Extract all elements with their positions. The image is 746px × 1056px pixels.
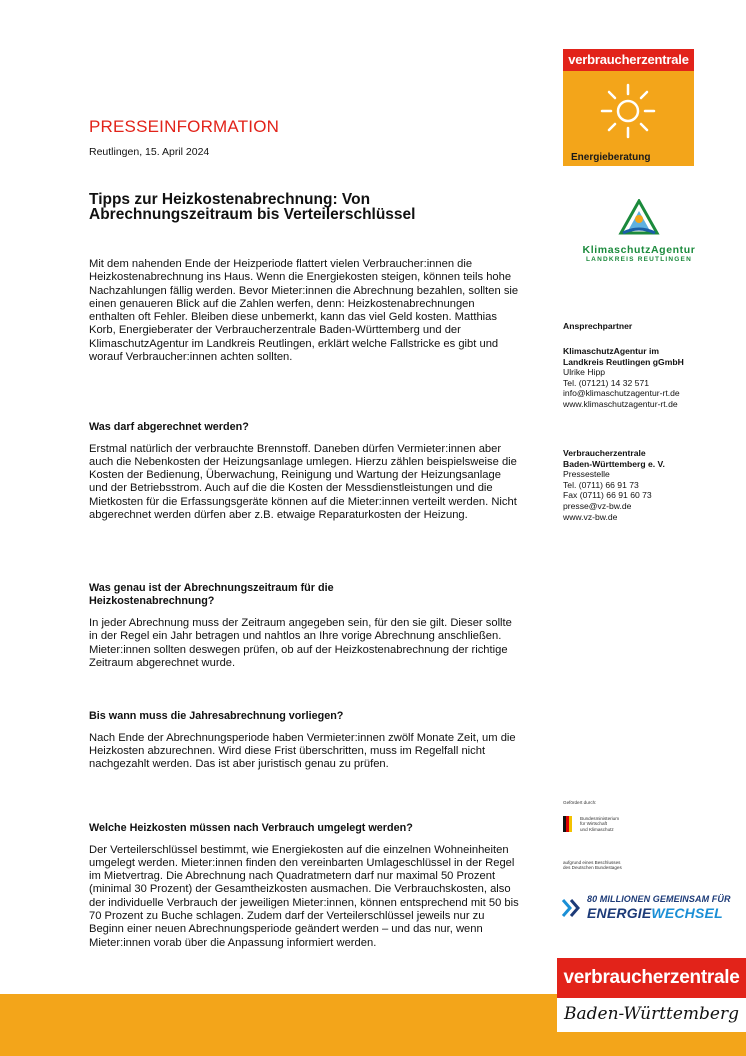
section-1 xyxy=(89,421,521,522)
ministry-name: Bundesministerium für Wirtschaft und Klimaschutz xyxy=(580,816,620,832)
section-4 xyxy=(89,822,521,950)
press-label: PRESSEINFORMATION xyxy=(89,117,280,136)
ksa-org-line2: Landkreis Reutlingen gGmbH xyxy=(563,356,684,367)
vzbw-logo-name: verbraucherzentrale xyxy=(557,958,746,998)
sun-icon xyxy=(598,81,658,141)
section-body: In jeder Abrechnung muss der Zeitraum angegeben sein, für den sie gilt. Dieser sollte in der Regel ein Jahr betragen und nahtlos an Ihre vorige Abrechnung anschließen. Mieter:innen sollten deswegen prüfen, ob auf der Heizkostenabrechnung der richtige Zeitraum abgerechnet wurde. xyxy=(89,617,512,669)
section-3 xyxy=(89,710,521,771)
energiewechsel-tagline: 80 MILLIONEN GEMEINSAM FÜR xyxy=(587,894,731,904)
energiewechsel-wordmark: ENERGIEWECHSEL xyxy=(587,905,723,921)
ksa-email[interactable]: info@klimaschutzagentur-rt.de xyxy=(563,388,680,399)
press-date: Reutlingen, 15. April 2024 xyxy=(89,146,210,158)
bundestag-note: aufgrund eines Beschlusses des Deutschen Bundestages xyxy=(563,860,622,871)
page-title: Tipps zur Heizkostenabrechnung: Von Abrechnungszeitraum bis Verteilerschlüssel xyxy=(89,191,416,223)
section-heading: Welche Heizkosten müssen nach Verbrauch umgelegt werden? xyxy=(89,822,413,834)
klimaschutzagentur-icon xyxy=(617,199,661,239)
ksa-logo-name: KlimaschutzAgentur xyxy=(582,244,696,256)
vz-fax: Fax (0711) 66 91 60 73 xyxy=(563,490,652,501)
ksa-web[interactable]: www.klimaschutzagentur-rt.de xyxy=(563,398,678,409)
ksa-tel: Tel. (07121) 14 32 571 xyxy=(563,377,649,388)
vz-logo-name: verbraucherzentrale xyxy=(563,49,694,71)
section-body: Nach Ende der Abrechnungsperiode haben Vermieter:innen zwölf Monate Zeit, um die Heizkosten abzurechnen. Wird diese Frist überschritten, muss im Regelfall nicht nachgezahlt werden. Das ist aber juristisch genau zu prüfen. xyxy=(89,731,516,771)
section-heading: Was genau ist der Abrechnungszeitraum für die Heizkostenabrechnung? xyxy=(89,582,334,607)
section-2-body xyxy=(89,617,521,670)
section-body: Erstmal natürlich der verbrauchte Brennstoff. Daneben dürfen Vermieter:innen aber auch die Nebenkosten der Heizungsanlage umlegen. Hierzu zählen beispielsweise die Kosten der Bedienung, Überwachung, Reinigung und Wartung der Heizungsanlage und der Betriebsstrom. Auch auf die die Kosten der Messdienstleistungen und die Mietkosten für die Erfassungsgeräte können auf die Mieter:innen verteilt werden. Nicht abgerechnet werden dürfen aber z.B. etwaige Reparaturkosten der Heizung. xyxy=(89,442,517,521)
vz-energieberatung-logo xyxy=(563,49,694,166)
vz-logo-sub: Energieberatung xyxy=(571,152,651,163)
section-heading: Bis wann muss die Jahresabrechnung vorliegen? xyxy=(89,710,344,722)
vz-person: Pressestelle xyxy=(563,469,610,480)
energiewechsel-chevron-icon xyxy=(561,897,583,919)
vz-tel: Tel. (0711) 66 91 73 xyxy=(563,479,639,490)
vz-org-line2: Baden-Württemberg e. V. xyxy=(563,458,665,469)
vz-web[interactable]: www.vz-bw.de xyxy=(563,511,618,522)
section-heading: Was darf abgerechnet werden? xyxy=(89,421,249,433)
funding-note: Gefördert durch: xyxy=(563,800,597,805)
ksa-logo-sub: LANDKREIS REUTLINGEN xyxy=(586,256,692,263)
intro-text: Mit dem nahenden Ende der Heizperiode flattert vielen Verbraucher:innen die Heizkostenabrechnung ins Haus. Wenn die Energiekosten steigen, können teils hohe Nachzahlungen fällig werden. Bevor Mieter:innen die Abrechnung bezahlen, sollten sie einen genaueren Blick auf die Zahlen werfen, denn: Heizkostenabrechnungen enthalten oft Fehler. Bleiben diese unbemerkt, kann das viel Geld kosten. Matthias Korb, Energieberater der Verbraucherzentrale Baden-Württemberg und der KlimaschutzAgentur im Landkreis Reutlingen, erklärt welche Fallstricke es gibt und worauf Verbraucher:innen achten sollten. xyxy=(89,258,519,364)
intro-paragraph xyxy=(89,258,521,364)
section-2 xyxy=(89,582,409,607)
vz-email[interactable]: presse@vz-bw.de xyxy=(563,500,632,511)
german-flag-icon xyxy=(563,816,573,832)
contact-heading: Ansprechpartner xyxy=(563,321,633,331)
contact-vz xyxy=(563,448,733,522)
vzbw-logo-region: Baden-Württemberg xyxy=(557,998,746,1032)
contact-ksa xyxy=(563,346,733,410)
ksa-person: Ulrike Hipp xyxy=(563,367,606,378)
ksa-org-line1: KlimaschutzAgentur im xyxy=(563,346,659,356)
vz-org-line1: Verbraucherzentrale xyxy=(563,448,646,458)
section-body: Der Verteilerschlüssel bestimmt, wie Energiekosten auf die einzelnen Wohneinheiten umgelegt werden. Mieter:innen finden den vereinbarten Umlageschlüssel in der Regel im Mietvertrag. Die Abrechnung nach Quadratmetern darf nur maximal 50 Prozent (minimal 30 Prozent) der Gesamtheizkosten ausmachen. Die Verbrauchskosten, also der individuelle Verbrauch der jeweiligen Mieter:innen, können entsprechend mit 50 bis 70 Prozent zu Buche schlagen. Zudem darf der Verteilerschlüssel jeweils nur zu Beginn einer neuen Abrechnungsperiode geändert werden – und das nur, wenn Mieter:innen vorab über die Anpassung informiert werden. xyxy=(89,843,519,949)
